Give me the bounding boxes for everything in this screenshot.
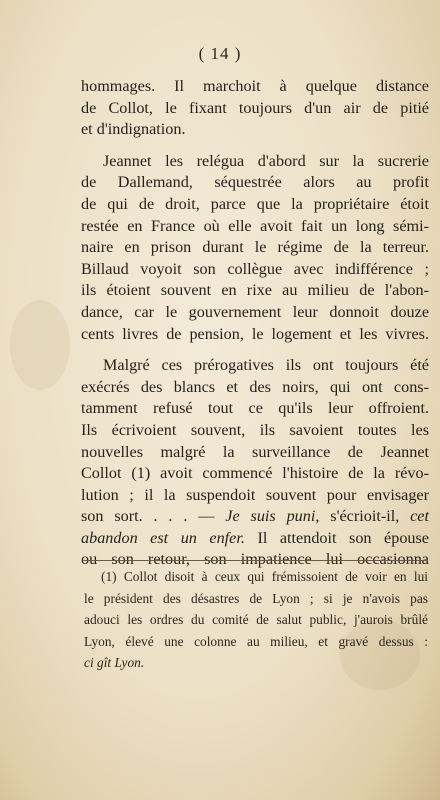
text-line: exécrés des blancs et des noirs, qui ont cons- — [81, 377, 429, 396]
text-line: tamment refusé tout ce qu'ils leur offroient. — [81, 399, 429, 418]
text-line-mixed — [81, 528, 429, 550]
text-line: de Collot, le fixant toujours d'un air de pitié — [81, 98, 429, 117]
text-fragment: , s'écrioit-il, — [315, 507, 411, 526]
text-line: naire en prison durant le régime de la terreur. — [81, 238, 429, 257]
text-line: Malgré ces prérogatives ils ont toujours été — [103, 356, 429, 375]
text-line: et d'indignation. — [81, 120, 186, 139]
main-text — [81, 76, 429, 571]
text-line-mixed — [81, 506, 429, 528]
text-line: hommages. Il marchoit à quelque distance — [81, 77, 429, 95]
footnote-divider — [82, 560, 428, 561]
text-line: de Dallemand, séquestrée alors au profit — [81, 173, 429, 192]
footnote-line: ci gît Lyon. — [84, 655, 145, 671]
italic-fragment: Je suis puni — [225, 507, 316, 526]
text-line: ils étoient souvent en rixe au milieu de l'abon- — [81, 281, 429, 300]
text-line: nouvelles malgré la surveillance de Jeannet — [81, 442, 429, 461]
text-line: cents livres de pension, le logement et les vivres. — [81, 324, 429, 343]
footnote-line: Lyon, élevé une colonne au milieu, et gravé dessus : — [84, 633, 428, 649]
footnote-line: (1) Collot disoit à ceux qui frémissoient de voir en lui — [101, 569, 428, 584]
text-line: Collot (1) avoit commencé l'histoire de la révo- — [81, 464, 429, 483]
footnote-line: le président des désastres de Lyon ; si je n'avois pas — [84, 590, 428, 606]
text-line: ou son retour, son impatience lui occasionna — [81, 550, 429, 569]
italic-fragment: cet — [410, 507, 429, 526]
text-line: dance, car le gouvernement leur donnoit douze — [81, 302, 429, 321]
footnote — [84, 566, 428, 674]
text-line: lution ; il la suspendoit souvent pour envisager — [81, 485, 429, 504]
text-line: Jeannet les reléguа d'abord sur la sucrerie — [103, 151, 429, 170]
text-line: Billaud voyoit son collègue avec indifférence ; — [81, 259, 429, 278]
italic-fragment: abandon est un enfer. — [81, 528, 245, 547]
text-line: de qui de droit, parce que la propriétaire étoit — [81, 194, 429, 213]
text-line: restée en France où elle avoit fait un long sémi- — [81, 216, 429, 235]
text-fragment: Il attendoit son épouse — [244, 528, 429, 547]
paper-stain — [10, 300, 70, 390]
text-line: Ils écrivoient souvent, ils savoient toutes les — [81, 420, 429, 439]
footnote-line: adouci les ordres du comité de salut public, j'aurois brûlé — [84, 612, 428, 628]
page-number: ( 14 ) — [198, 44, 242, 63]
text-fragment: son sort. . . . — — [81, 507, 226, 526]
